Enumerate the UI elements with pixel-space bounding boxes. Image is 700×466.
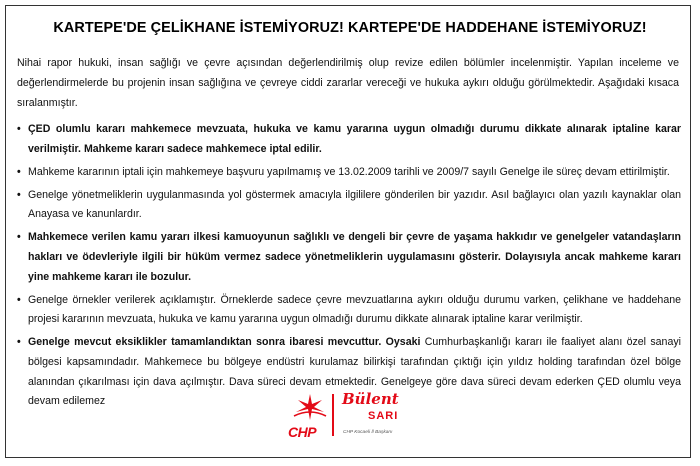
bullet-dot: •	[17, 188, 21, 201]
bullet-dot: •	[17, 293, 21, 306]
page-title: KARTEPE'DE ÇELİKHANE İSTEMİYORUZ! KARTEPE'DE HADDEHANE İSTEMİYORUZ!	[53, 20, 647, 36]
bullet-bold-text: Genelge mevcut eksiklikler tamamlandıktan sonra ibaresi mevcuttur. Oysaki	[28, 336, 421, 349]
bullet-text: Genelge örnekler verilerek açıklamıştır. Örneklerde sadece çevre mevzuatlarına aykırı olduğu durumu varken, çelikhane ve haddehane projesi kararının mevzuata, hukuka ve kamu yararına uygun olmadığı durumu dikkate alınarak iptaline karar verilmiştir.	[28, 293, 681, 326]
bullet-item	[17, 228, 681, 287]
bullet-dot: •	[17, 123, 21, 135]
bullet-text: Mahkeme kararının iptali için mahkemeye başvuru yapılmamış ve 13.02.2009 tarihli ve 2009/7 sayılı Genelge ile süreç devam ettirilmiştir.	[28, 165, 670, 178]
bullet-dot: •	[17, 336, 21, 349]
signature-last-name: SARI	[368, 410, 399, 422]
signature-role: CHP Kocaeli İl Başkanı	[343, 430, 393, 435]
bullet-bold-text: ÇED olumlu kararı mahkemece mevzuata, hukuka ve kamu yararına uygun olmadığı durumu dikkate alınarak iptaline karar verilmiştir. Mahkeme kararı sadece mahkemece iptal edilir.	[28, 123, 681, 155]
bullet-dot: •	[17, 231, 21, 244]
bullet-dot: •	[17, 165, 21, 178]
signature-first-name: Bülent	[342, 390, 399, 408]
bullet-item	[17, 163, 681, 183]
bullet-item	[17, 291, 681, 330]
logo-divider	[332, 394, 334, 436]
intro-paragraph: Nihai rapor hukuki, insan sağlığı ve çevre açısından değerlendirilmiş olup revize edilen bölümler incelenmiştir. Yapılan inceleme ve değerlendirmelerde bu projenin insan sağlığına ve çevreye ciddi zararlar vereceği ve hukuka aykırı olduğu görülmektedir. Aşağıdaki kısaca sıralanmıştır.	[17, 57, 679, 109]
bullet-list	[17, 120, 681, 415]
chp-logo-text: CHP	[288, 424, 317, 440]
bullet-item	[17, 120, 681, 159]
bullet-item	[17, 186, 681, 225]
party-logo	[288, 390, 428, 450]
bullet-text: Genelge yönetmeliklerin uygulanmasında yol göstermek amacıyla ilgililere gönderilen bir yazıdır. Asıl bağlayıcı olan yazılı kaynaklar olan Anayasa ve kanunlardır.	[28, 188, 681, 221]
bullet-text: Cumhurbaşkanlığı kararı ile faaliyet alanı özel sanayi bölgesi kapsamındadır. Mahkemece bu bölgeye endüstri kurulamaz bilirkişi tarafından çıktığı için yıldız holding tarafından özel bölge alanından çıkarılması için dava açılmıştır. Dava süreci devam etmektedir. Genelgeye göre dava süreci devam ederken ÇED olumlu veya devam edilemez	[28, 336, 681, 408]
chp-arrows-icon	[290, 390, 330, 424]
bullet-bold-text: Mahkemece verilen kamu yararı ilkesi kamuoyunun sağlıklı ve dengeli bir çevre de yaşama hakkıdır ve genelgeler vatandaşların hakları ve ödevleriyle ilgili bir hüküm vermez sadece yönetmeliklerin uygulamasını gösterir. Dolayısıyla ancak mahkeme kararı yine mahkeme kararı ile bozulur.	[28, 231, 681, 283]
